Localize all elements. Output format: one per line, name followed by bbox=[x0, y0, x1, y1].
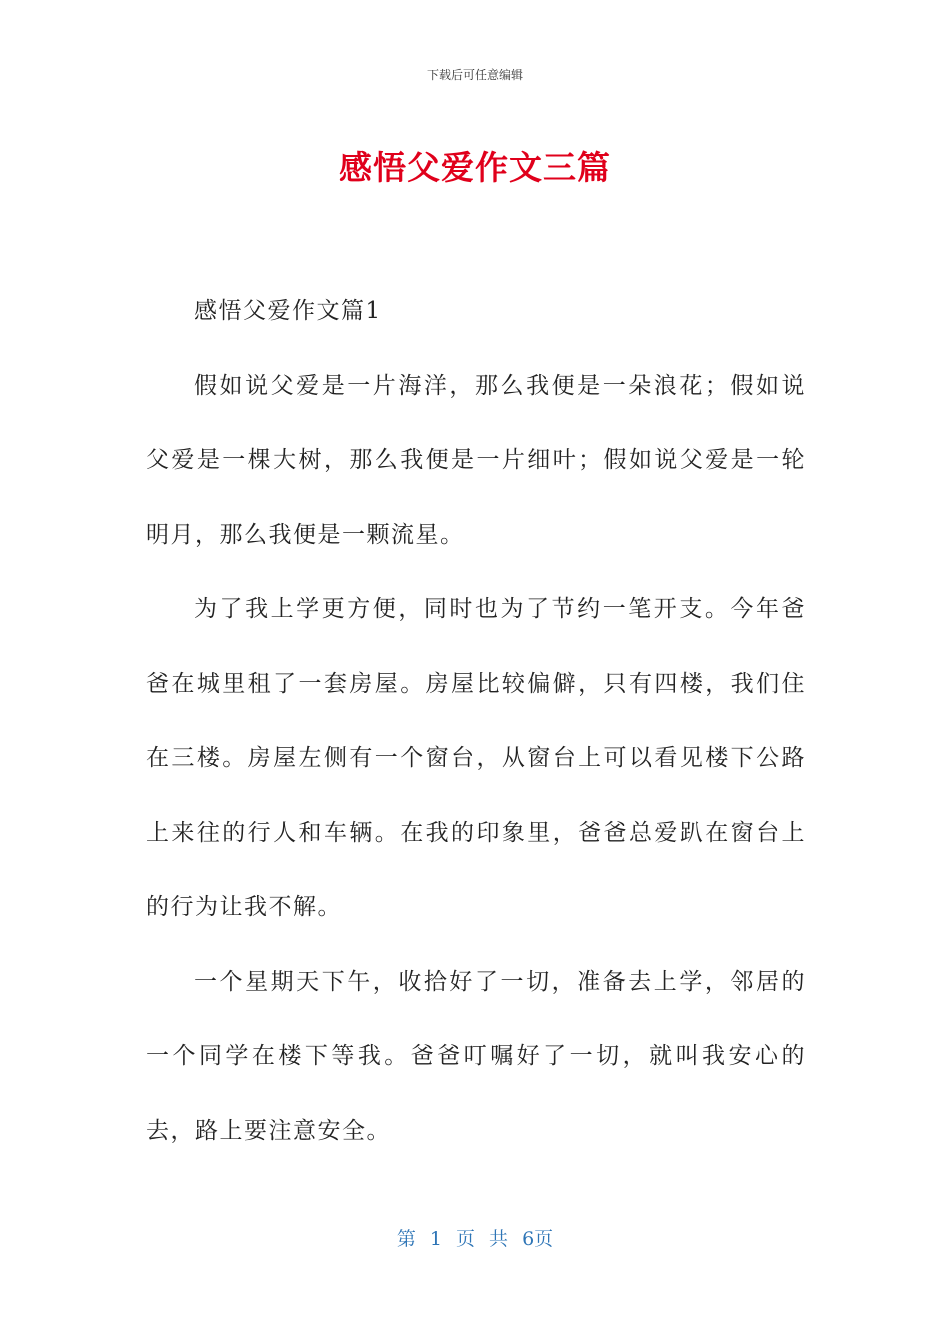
paragraph: 为了我上学更方便，同时也为了节约一笔开支。今年爸爸在城里租了一套房屋。房屋比较偏僻，只有四楼，我们住在三楼。房屋左侧有一个窗台，从窗台上可以看见楼下公路上来往的行人和车辆。在我的印象里，爸爸总爱趴在窗台上的行为让我不解。 bbox=[146, 596, 806, 920]
document-body bbox=[146, 274, 806, 1168]
document-title: 感悟父爱作文三篇 bbox=[339, 148, 611, 187]
page-number: 第 1 页 共 6页 bbox=[396, 1228, 554, 1250]
section-heading: 感悟父爱作文篇1 bbox=[194, 298, 382, 324]
paragraph: 假如说父爱是一片海洋，那么我便是一朵浪花；假如说父爱是一棵大树，那么我便是一片细叶；假如说父爱是一轮明月，那么我便是一颗流星。 bbox=[146, 372, 806, 548]
paragraph: 一个星期天下午，收拾好了一切，准备去上学，邻居的一个同学在楼下等我。爸爸叮嘱好了一切，就叫我安心的去，路上要注意安全。 bbox=[146, 968, 806, 1144]
header-note: 下载后可任意编辑 bbox=[426, 68, 523, 82]
